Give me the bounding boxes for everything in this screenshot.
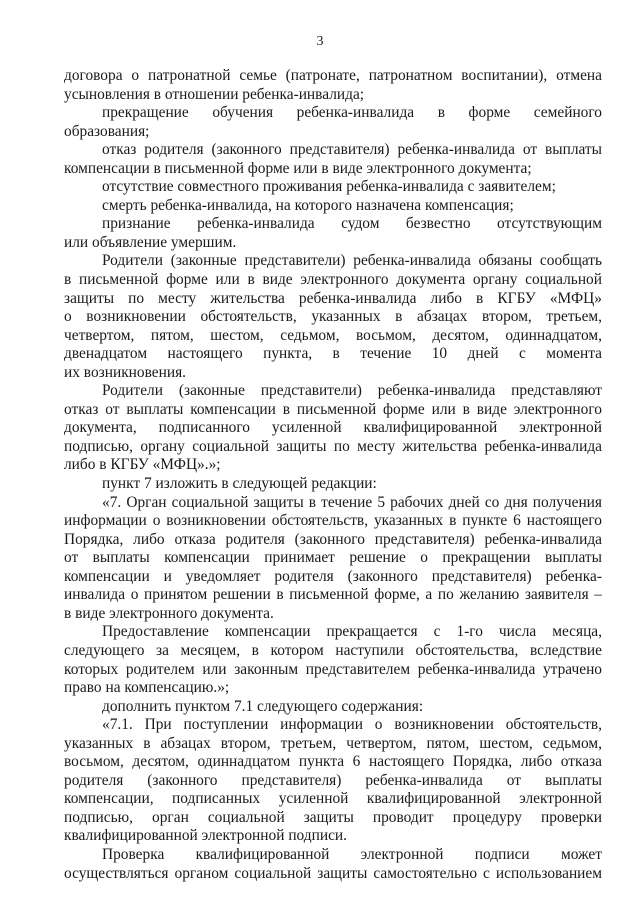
text-line: отсутствие совместного проживания ребенка-инвалида с заявителем;	[102, 178, 556, 196]
text-line: инвалида о принятом решении в письменной форме, а по желанию заявителя –	[64, 586, 602, 604]
text-line: двенадцатом настоящего пункта, в течение 10 дней с момента	[64, 345, 602, 363]
text-line: либо в КГБУ «МФЦ».»;	[64, 456, 221, 474]
text-line: которых родителем или законным представителем ребенка-инвалида утрачено	[64, 660, 602, 678]
text-line: указанных в абзацах втором, третьем, четвертом, пятом, шестом, седьмом,	[64, 734, 602, 752]
text-line: осуществляться органом социальной защиты самостоятельно с использованием	[64, 864, 602, 882]
text-line: документа, подписанного усиленной квалифицированной электронной	[64, 419, 602, 437]
text-line: компенсации в письменной форме или в виде электронного документа;	[64, 159, 532, 177]
text-line: защиты по месту жительства ребенка-инвалида либо в КГБУ «МФЦ»	[64, 289, 602, 307]
text-line: информации о возникновении обстоятельств, указанных в пункте 6 настоящего	[64, 512, 602, 530]
text-line: о возникновении обстоятельств, указанных в абзацах втором, третьем,	[64, 308, 602, 326]
text-line: Родители (законные представители) ребенка-инвалида представляют	[102, 382, 602, 400]
text-line: подписью, органу социальной защиты по месту жительства ребенка-инвалида	[64, 437, 602, 455]
text-line: их возникновения.	[64, 363, 187, 381]
text-line: от выплаты компенсации принимает решение о прекращении выплаты	[64, 549, 602, 567]
text-line: прекращение обучения ребенка-инвалида в форме семейного	[102, 104, 602, 122]
text-line: четвертом, пятом, шестом, седьмом, восьмом, десятом, одиннадцатом,	[64, 326, 602, 344]
text-line: «7. Орган социальной защиты в течение 5 рабочих дней со дня получения	[102, 493, 602, 511]
text-line: следующего за месяцем, в котором наступили обстоятельства, вследствие	[64, 641, 602, 659]
text-line: или объявление умершим.	[64, 233, 237, 251]
text-line: подписью, орган социальной защиты проводит процедуру проверки	[64, 808, 602, 826]
document-body	[64, 67, 602, 883]
text-line: Предоставление компенсации прекращается с 1-го числа месяца,	[102, 623, 602, 641]
text-line: договора о патронатной семье (патронате, патронатном воспитании), отмена	[64, 67, 602, 84]
page-number: 3	[316, 34, 324, 49]
text-line: компенсации, подписанных усиленной квалифицированной электронной	[64, 790, 602, 808]
text-line: признание ребенка-инвалида судом безвестно отсутствующим	[102, 215, 602, 233]
text-line: отказ родителя (законного представителя) ребенка-инвалида от выплаты	[102, 141, 602, 159]
text-line: компенсации и уведомляет родителя (законного представителя) ребенка-	[64, 567, 602, 585]
text-line: дополнить пунктом 7.1 следующего содержания:	[102, 697, 424, 715]
text-line: Порядка, либо отказа родителя (законного представителя) ребенка-инвалида	[64, 530, 602, 548]
text-line: «7.1. При поступлении информации о возникновении обстоятельств,	[102, 716, 602, 734]
text-line: квалифицированной электронной подписи.	[64, 827, 348, 845]
text-line: Родители (законные представители) ребенка-инвалида обязаны сообщать	[102, 252, 602, 270]
text-line: право на компенсацию.»;	[64, 679, 230, 697]
text-line: восьмом, десятом, одиннадцатом пункта 6 настоящего Порядка, либо отказа	[64, 753, 602, 771]
text-line: родителя (законного представителя) ребенка-инвалида от выплаты	[64, 771, 602, 789]
text-line: образования;	[64, 122, 150, 140]
text-line: отказ от выплаты компенсации в письменной форме или в виде электронного	[64, 400, 602, 418]
text-line: смерть ребенка-инвалида, на которого назначена компенсация;	[102, 196, 514, 214]
text-line: Проверка квалифицированной электронной подписи может	[102, 845, 602, 863]
text-line: пункт 7 изложить в следующей редакции:	[102, 475, 377, 493]
text-line: в письменной форме или в виде электронного документа органу социальной	[64, 271, 602, 289]
text-line: в виде электронного документа.	[64, 604, 274, 622]
text-line: усыновления в отношении ребенка-инвалида;	[64, 85, 365, 103]
